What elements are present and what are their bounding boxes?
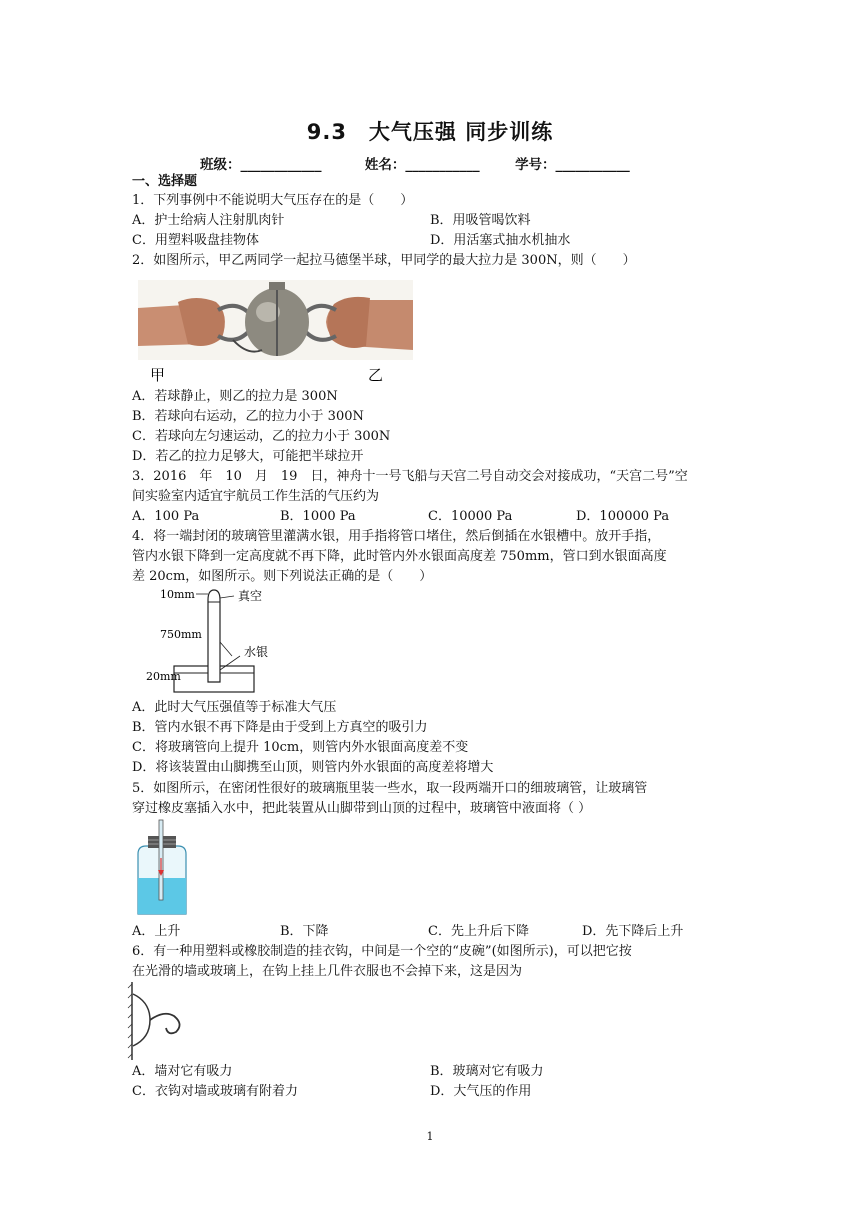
label-vacuum: 真空	[238, 589, 263, 603]
q3-option-b: B．1000 Pa	[280, 509, 356, 524]
magdeburg-hemispheres-figure	[138, 280, 413, 394]
label-10mm: 10mm	[160, 588, 195, 601]
torricelli-figure	[146, 586, 290, 700]
q5-option-c: C．先上升后下降	[428, 924, 529, 939]
q5-option-a: A．上升	[132, 924, 181, 939]
q5-stem-line2: 穿过橡皮塞插入水中，把此装置从山脚带到山顶的过程中，玻璃管中液面将（ ）	[132, 801, 592, 816]
q1-option-d: D．用活塞式抽水机抽水	[430, 233, 571, 248]
q4-stem-line2: 管内水银下降到一定高度就不再下降，此时管内外水银面高度差 750mm，管口到水银面高度	[132, 549, 667, 564]
page-number: 1	[426, 1130, 434, 1143]
q3-stem-line1: 3．2016 年 10 月 19 日，神舟十一号飞船与天宫二号自动交会对接成功，“天宫二号”空	[132, 469, 688, 484]
q3-option-c: C．10000 Pa	[428, 509, 513, 524]
q4-stem-line1: 4．将一端封闭的玻璃管里灌满水银，用手指将管口堵住，然后倒插在水银槽中。放开手指，	[132, 529, 661, 544]
q1-stem: 1．下列事例中不能说明大气压存在的是（ ）	[132, 193, 414, 208]
page-title: 9.3 大气压强 同步训练	[306, 120, 554, 144]
q4-stem-line3: 差 20cm，如图所示。则下列说法正确的是（ ）	[132, 569, 433, 584]
q4-option-b: B．管内水银不再下降是由于受到上方真空的吸引力	[132, 720, 428, 735]
q2-option-d: D．若乙的拉力足够大，可能把半球拉开	[132, 449, 364, 464]
q5-stem-line1: 5．如图所示，在密闭性很好的玻璃瓶里装一些水，取一段两端开口的细玻璃管，让玻璃管	[132, 781, 648, 796]
q1-option-b: B．用吸管喝饮料	[430, 213, 531, 228]
label-20mm: 20mm	[146, 670, 181, 683]
q3-option-a: A．100 Pa	[132, 509, 200, 524]
q6-option-c: C．衣钩对墙或玻璃有附着力	[132, 1084, 298, 1099]
figure-label-yi: 乙	[368, 366, 384, 384]
class-field: 班级：____________	[200, 157, 322, 173]
q4-option-c: C．将玻璃管向上提升 10cm，则管内外水银面高度差不变	[132, 740, 469, 755]
q2-stem: 2．如图所示，甲乙两同学一起拉马德堡半球，甲同学的最大拉力是 300N，则（ ）	[132, 253, 636, 268]
label-750mm: 750mm	[160, 628, 202, 641]
q2-option-a: A．若球静止，则乙的拉力是 300N	[132, 389, 338, 404]
q5-option-b: B．下降	[280, 924, 329, 939]
q2-option-c: C．若球向左匀速运动，乙的拉力小于 300N	[132, 429, 391, 444]
q6-stem-line1: 6．有一种用塑料或橡胶制造的挂衣钩，中间是一个空的“皮碗”(如图所示)，可以把它按	[132, 944, 632, 959]
q6-option-b: B．玻璃对它有吸力	[430, 1064, 544, 1079]
q4-option-d: D．将该装置由山脚携至山顶，则管内外水银面的高度差将增大	[132, 760, 494, 775]
q1-option-c: C．用塑料吸盘挂物体	[132, 233, 259, 248]
q1-option-a: A．护士给病人注射肌肉针	[132, 213, 285, 228]
label-mercury: 水银	[244, 645, 269, 659]
id-field: 学号：___________	[515, 157, 630, 173]
q4-option-a: A．此时大气压强值等于标准大气压	[132, 700, 337, 715]
q6-option-a: A．墙对它有吸力	[132, 1064, 233, 1079]
section-heading: 一、选择题	[132, 174, 198, 189]
q6-option-d: D．大气压的作用	[430, 1084, 532, 1099]
q2-option-b: B．若球向右运动，乙的拉力小于 300N	[132, 409, 364, 424]
name-field: 姓名：___________	[364, 157, 480, 173]
figure-label-jia: 甲	[150, 366, 166, 384]
suction-hook-figure	[128, 980, 198, 1066]
q5-option-d: D．先下降后上升	[582, 924, 684, 939]
student-info	[200, 153, 630, 173]
q6-stem-line2: 在光滑的墙或玻璃上，在钩上挂上几件衣服也不会掉下来，这是因为	[132, 964, 523, 979]
q3-stem-line2: 间实验室内适宜宇航员工作生活的气压约为	[132, 489, 380, 504]
bottle-figure	[132, 818, 192, 922]
q3-option-d: D．100000 Pa	[576, 509, 670, 524]
